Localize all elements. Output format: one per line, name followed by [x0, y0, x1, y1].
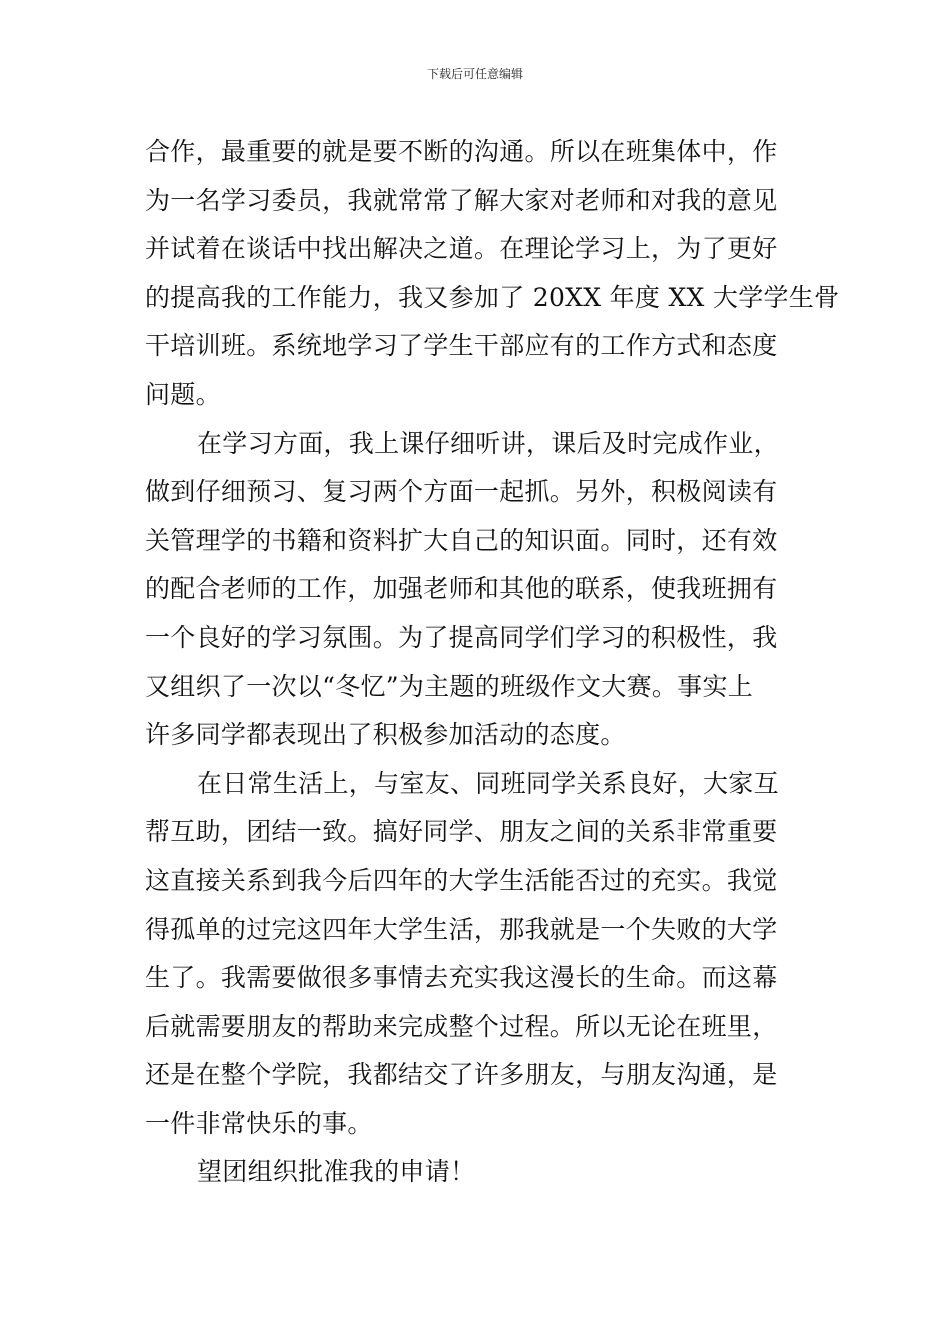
text-line: 又组织了一次以“冬忆”为主题的班级作文大赛。事实上	[145, 671, 754, 701]
paragraph-first-line: 在日常生活上，与室友、同班同学关系良好，大家互	[197, 768, 779, 798]
text-line: 问题。	[145, 379, 221, 409]
text-line: 一个良好的学习氛围。为了提高同学们学习的积极性，我	[145, 622, 778, 652]
page-header: 下载后可任意编辑	[426, 67, 523, 81]
text-line: 的提高我的工作能力，我又参加了 20XX 年度 XX 大学学生骨	[145, 282, 840, 312]
text-line: 一件非常快乐的事。	[145, 1108, 373, 1138]
paragraph-first-line: 在学习方面，我上课仔细听讲，课后及时完成作业，	[197, 428, 779, 458]
text-line: 这直接关系到我今后四年的大学生活能否过的充实。我觉	[145, 865, 778, 895]
text-line: 帮互助，团结一致。搞好同学、朋友之间的关系非常重要	[145, 817, 778, 847]
text-line: 干培训班。系统地学习了学生干部应有的工作方式和态度	[145, 331, 778, 361]
document-body	[145, 128, 840, 1197]
text-line: 合作，最重要的就是要不断的沟通。所以在班集体中，作	[145, 137, 778, 166]
text-line: 并试着在谈话中找出解决之道。在理论学习上，为了更好	[145, 234, 778, 264]
text-line: 许多同学都表现出了积极参加活动的态度。	[145, 720, 626, 750]
text-line: 的配合老师的工作，加强老师和其他的联系，使我班拥有	[145, 574, 778, 604]
closing-request-line: 望团组织批准我的申请！	[197, 1157, 476, 1187]
text-line: 得孤单的过完这四年大学生活，那我就是一个失败的大学	[145, 914, 778, 944]
text-line: 关管理学的书籍和资料扩大自己的知识面。同时，还有效	[145, 525, 778, 555]
text-line: 做到仔细预习、复习两个方面一起抓。另外，积极阅读有	[145, 477, 778, 507]
text-line: 还是在整个学院，我都结交了许多朋友，与朋友沟通，是	[145, 1060, 778, 1090]
text-line: 生了。我需要做很多事情去充实我这漫长的生命。而这幕	[145, 963, 778, 993]
text-line: 后就需要朋友的帮助来完成整个过程。所以无论在班里，	[145, 1011, 778, 1041]
text-line: 为一名学习委员，我就常常了解大家对老师和对我的意见	[145, 185, 778, 215]
